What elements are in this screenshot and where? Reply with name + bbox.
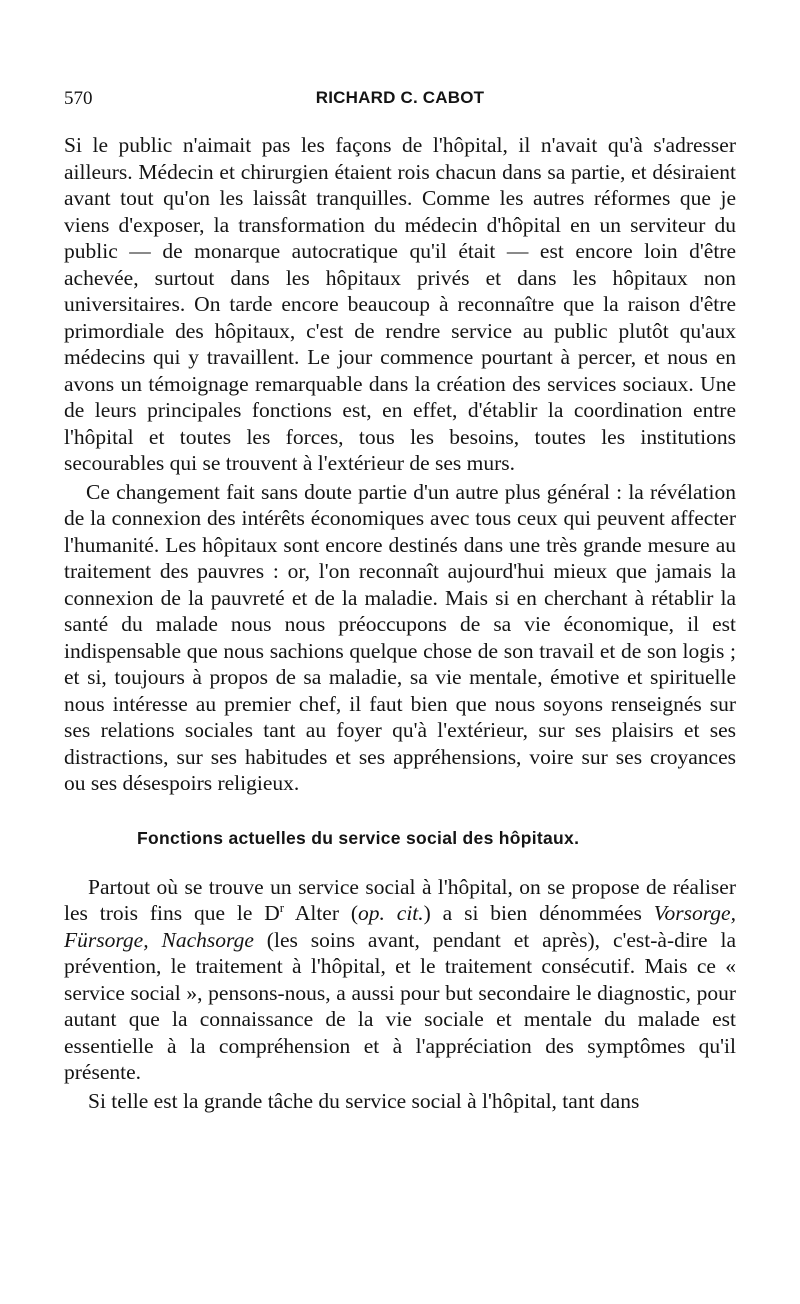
paragraph-3 xyxy=(64,874,736,1086)
paragraph-3-citation: op. cit. xyxy=(358,901,424,925)
paragraph-3-text-b: Alter ( xyxy=(284,901,359,925)
running-header xyxy=(64,88,736,118)
book-page xyxy=(64,88,736,1114)
paragraph-1: Si le public n'aimait pas les façons de l'hôpital, il n'avait qu'à s'adresser ailleurs. Médecin et chirurgien étaient rois chacun dans sa partie, et désiraient avant tout qu'on les laissât tranquilles. Comme les autres réformes que je viens d'exposer, la transformation du médecin d'hôpital en un serviteur du public — de monarque autocratique qu'il était — est encore loin d'être achevée, surtout dans les hôpitaux privés et dans les hôpitaux non universitaires. On tarde encore beaucoup à reconnaître que la raison d'être primordiale des hôpitaux, c'est de rendre service au public plutôt qu'aux médecins qui y travaillent. Le jour commence pourtant à percer, et nous en avons un témoignage remarquable dans la création des services sociaux. Une de leurs principales fonctions est, en effet, d'établir la coordination entre l'hôpital et toutes les forces, tous les besoins, toutes les institutions secourables qui se trouvent à l'extérieur de ses murs. xyxy=(64,133,736,475)
page-number: 570 xyxy=(64,88,93,109)
paragraph-3-superscript: r xyxy=(279,899,285,915)
running-title-author: RICHARD C. CABOT xyxy=(315,88,485,107)
paragraph-2: Ce changement fait sans doute partie d'un autre plus général : la révélation de la connexion des intérêts économiques avec tous ceux qui peuvent affecter l'humanité. Les hôpitaux sont encore destinés dans une très grande mesure au traitement des pauvres : or, l'on reconnaît aujourd'hui mieux que jamais la connexion de la pauvreté et de la maladie. Mais si en cherchant à rétablir la santé du malade nous nous préoccupons de sa vie économique, il est indispensable que nous sachions quelque chose de son travail et de son logis ; et si, toujours à propos de sa maladie, sa vie mentale, émotive et spirituelle nous intéresse au premier chef, il faut bien que nous soyons renseignés sur ses relations sociales tant au foyer qu'à l'extérieur, sur ses plaisirs et ses distractions, sur ses habitudes et ses appréhensions, voire sur ses croyances ou ses désespoirs religieux. xyxy=(64,479,736,795)
paragraph-3-text-d: ) a si bien dénommées xyxy=(423,901,654,925)
paragraph-3-german-terms: Vorsorge, Fürsorge, Nachsorge xyxy=(64,901,736,952)
paragraph-4: Si telle est la grande tâche du service social à l'hôpital, tant dans xyxy=(88,1088,640,1113)
section-heading: Fonctions actuelles du service social des hôpitaux. xyxy=(137,827,580,848)
paragraph-3-text-a: Partout où se trouve un service social à l'hôpital, on se propose de réaliser les trois fins que le D xyxy=(64,874,736,925)
paragraph-3-text-f: (les soins avant, pendant et après), c'est-à-dire la prévention, le traitement à l'hôpital, et le traitement consécutif. Mais ce « service social », pensons-nous, a aussi pour but secondaire le diagnostic, pour autant que la connaissance de la vie sociale et mentale du malade est essentielle à la compréhension et à l'appréciation des symptômes qu'il présente. xyxy=(64,927,736,1084)
